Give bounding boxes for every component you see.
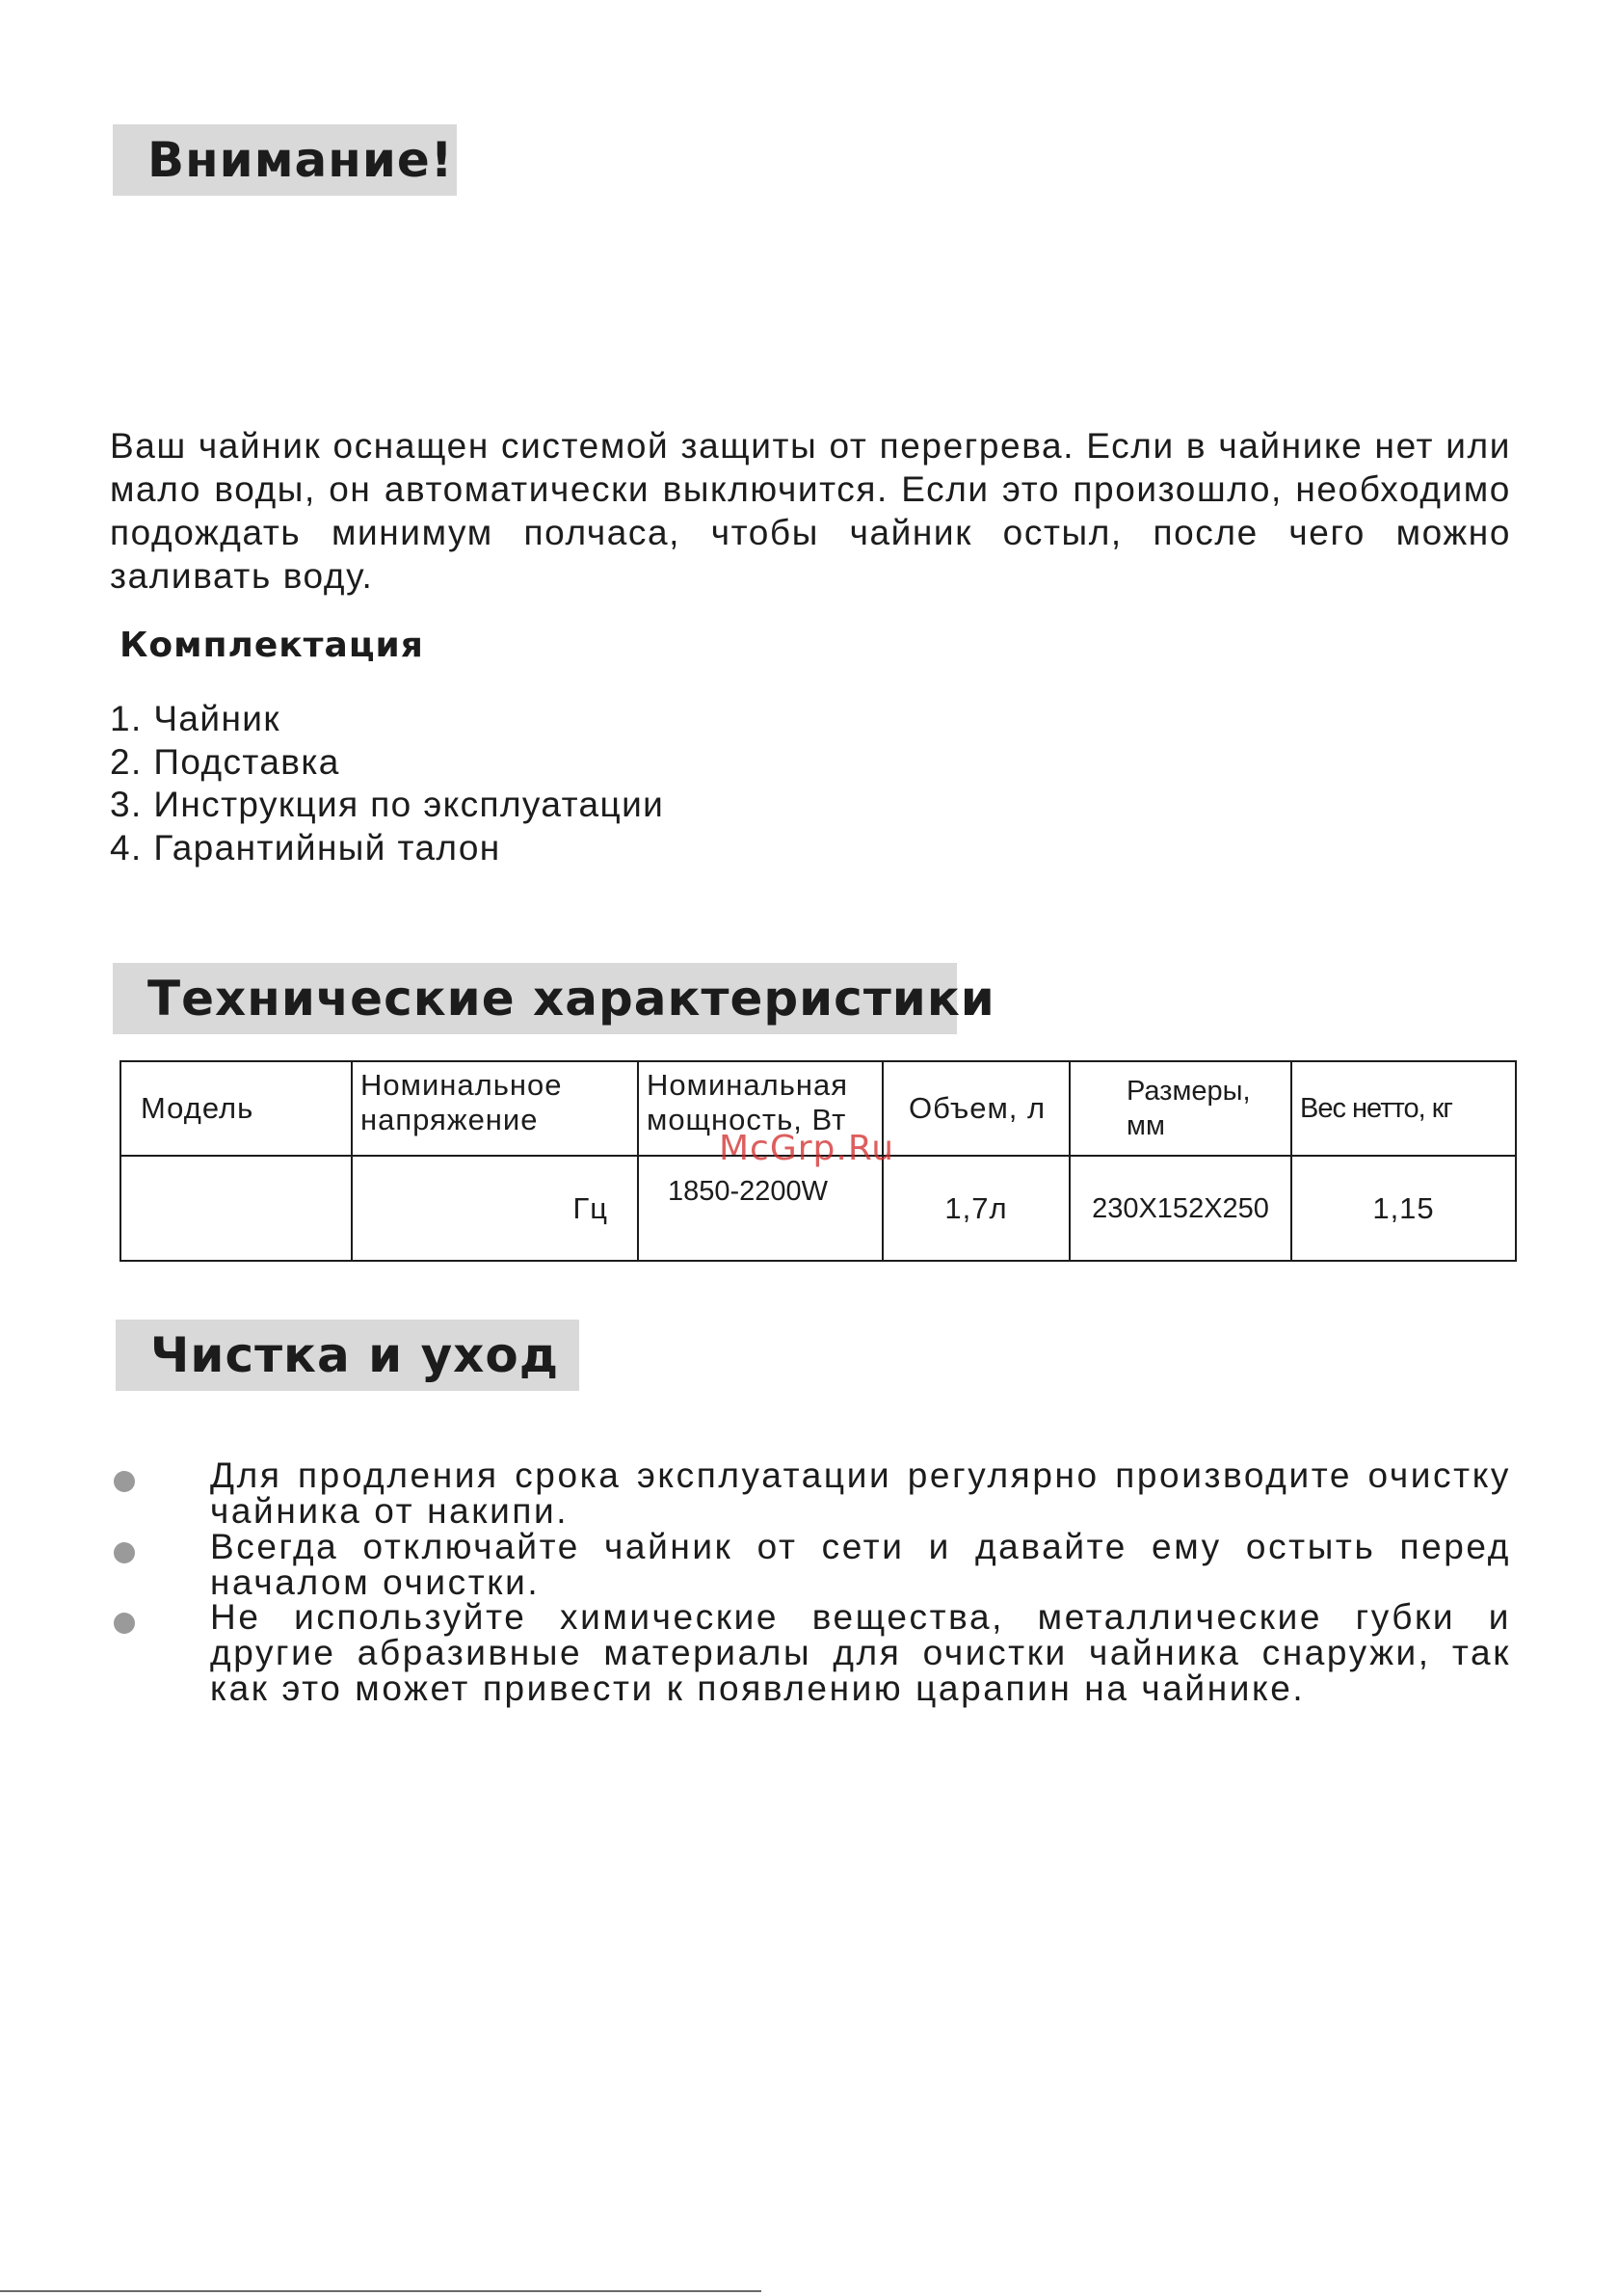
cell-voltage: Гц	[352, 1156, 638, 1261]
header-power: Номинальная мощность, Вт	[638, 1061, 883, 1156]
cell-model	[120, 1156, 352, 1261]
list-item: 4. Гарантийный талон	[110, 827, 501, 868]
specs-heading: Технические характеристики	[113, 963, 957, 1034]
header-dimensions: Размеры, мм	[1070, 1061, 1291, 1156]
list-item: 1. Чайник	[110, 699, 280, 738]
bullet-icon	[114, 1471, 135, 1492]
care-text: Всегда отключайте чайник от сети и давайте ему остыть перед началом очистки.	[210, 1527, 1511, 1602]
cell-dimensions: 230X152X250	[1070, 1156, 1291, 1261]
header-volume: Объем, л	[883, 1061, 1070, 1156]
kit-heading: Комплектация	[119, 626, 424, 665]
bullet-icon	[114, 1542, 135, 1563]
attention-heading: Внимание!	[113, 124, 457, 196]
header-model: Модель	[120, 1061, 352, 1156]
cell-power: 1850-2200W	[638, 1156, 883, 1261]
footer-divider	[0, 2290, 761, 2292]
watermark: McGrp.Ru	[719, 1129, 895, 1168]
list-item: 3. Инструкция по эксплуатации	[110, 785, 665, 824]
header-weight: Вес нетто, кг	[1291, 1061, 1516, 1156]
bullet-icon	[114, 1613, 135, 1634]
list-item	[110, 1457, 1511, 1529]
care-heading: Чистка и уход	[116, 1320, 579, 1391]
list-item: 2. Подставка	[110, 741, 340, 782]
list-item	[110, 1527, 1511, 1602]
cell-weight: 1,15	[1291, 1156, 1516, 1261]
care-text: Не используйте химические вещества, металлические губки и другие абразивные материалы для очистки чайника снаружи, так как это может привести к появлению царапин на чайнике.	[210, 1597, 1511, 1708]
cell-volume: 1,7л	[883, 1156, 1070, 1261]
list-item	[110, 1599, 1511, 1706]
care-text: Для продления срока эксплуатации регулярно производите очистку чайника от накипи.	[210, 1455, 1511, 1531]
header-voltage: Номинальное напряжение	[352, 1061, 638, 1156]
attention-paragraph: Ваш чайник оснащен системой защиты от перегрева. Если в чайнике нет или мало воды, он автоматически выключится. Если это произошло, необходимо подождать минимум полчаса, чтобы чайник остыл, после чего можно заливать воду.	[110, 426, 1511, 596]
table-row	[120, 1156, 1516, 1261]
care-list	[110, 1457, 1511, 1706]
kit-list	[110, 698, 664, 869]
